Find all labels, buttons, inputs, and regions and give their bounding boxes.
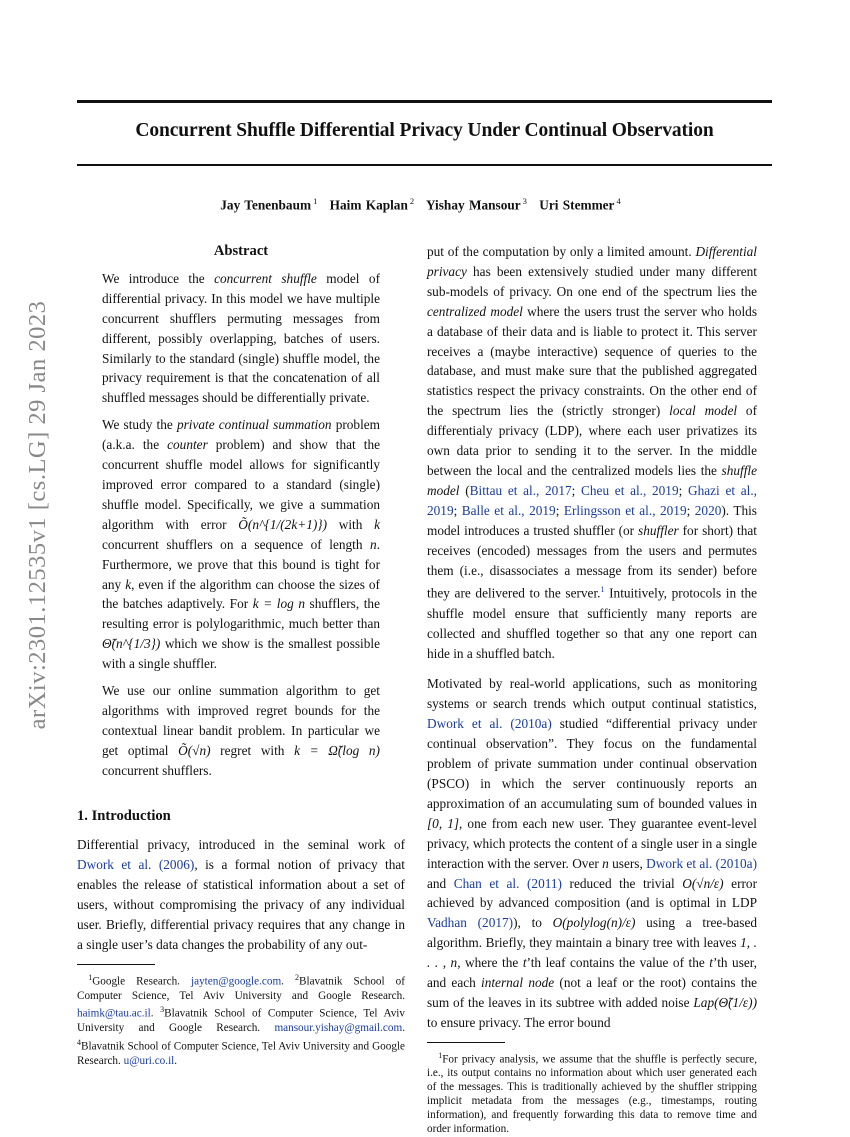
abstract-heading: Abstract <box>213 243 269 259</box>
math-expression: t <box>709 955 713 971</box>
math-expression: Õ(√n) <box>178 742 211 758</box>
body-paragraph <box>427 674 757 1032</box>
text-run: ; <box>555 502 564 518</box>
footnote-mark: 1 <box>438 1050 443 1060</box>
author-name: Uri Stemmer <box>539 197 615 213</box>
email-link[interactable]: mansour.yishay@gmail.com <box>274 1022 403 1035</box>
email-link[interactable]: u@uri.co.il <box>123 1054 175 1067</box>
citation-link[interactable]: Cheu et al., 2019 <box>581 482 679 498</box>
text-run: Intuitively, protocols in the shuffle model ensure that sufficiently many reports are collected and shuffled together so that any one report can hide in a shuffled batch. <box>427 585 757 661</box>
arxiv-stamp <box>23 265 53 765</box>
text-run: ; <box>571 482 582 498</box>
text-run: users, <box>608 855 647 871</box>
text-run: Motivated by real-world applications, such as monitoring systems or search trends which output continual statistics, <box>427 676 757 712</box>
citation-link[interactable]: Erlingsson et al., 2019 <box>563 502 687 518</box>
text-run: For privacy analysis, we assume that the shuffle is perfectly secure, i.e., its output contains no information about which user generated each of the messages. This is traditionally achieved by the shuffler stripping implicit metadata from the messages (e.g., timestamps, routing information), and frequently forwarding this data to remove time and order information. <box>427 1053 757 1136</box>
text-run: We study the <box>102 417 177 433</box>
text-run: reduced the trivial <box>561 875 683 891</box>
citation-link[interactable]: Ghazi et al., 2019 <box>427 482 757 518</box>
text-run: , is a formal notion of privacy that enables the release of statistical information about a set of users, without compromising the privacy of any individual user. Briefly, differential privacy requires that any change in a single user’s data changes the probability of any out- <box>77 857 405 952</box>
text-run: concurrent shufflers on a sequence of length <box>102 536 371 552</box>
text-run: error achieved by advanced composition (and is optimal in LDP <box>427 875 757 911</box>
section-heading: 1. Introduction <box>77 807 171 824</box>
author-mark: 4 <box>616 196 621 206</box>
text-run: problem (a.k.a. the <box>102 417 381 453</box>
footnote-text <box>77 971 405 1069</box>
citation-link[interactable]: Balle et al., 2019 <box>461 502 556 518</box>
math-expression: k <box>125 576 132 592</box>
text-run: ; <box>678 482 688 498</box>
math-expression: k = Ω̃(log n) <box>294 742 380 758</box>
citation-link[interactable]: Chan et al. (2011) <box>453 875 562 891</box>
emphasis: centralized model <box>427 303 523 319</box>
text-run: Blavatnik School of Computer Science, Tel Aviv University and Google Research. <box>77 1008 406 1035</box>
text-run: ), to <box>513 915 553 931</box>
title-bottom-rule <box>77 164 772 166</box>
right-column <box>427 242 757 1137</box>
abstract-paragraph <box>102 269 380 408</box>
text-run: ; <box>686 502 695 518</box>
author-mark: 1 <box>313 196 318 206</box>
title-top-rule <box>77 100 772 103</box>
abstract-body <box>77 269 405 781</box>
text-run: with <box>327 516 375 532</box>
math-expression: Θ̃(n^{1/3}) <box>102 636 161 652</box>
text-run: problem) and show that the concurrent shuffle model allows for significantly improved error compared to a standard (single) shuffle model. Specifically, we give a summation algorithm with error <box>102 437 380 532</box>
math-expression: 1, . . . , n <box>427 935 757 971</box>
text-run: of differentialy privacy (LDP), where each user privatizes its own data prior to sending it to the server. In the middle between the local and the centralized models lies the <box>427 403 758 478</box>
text-run: ). This model introduces a trusted shuffler (or <box>427 502 757 538</box>
emphasis: internal node <box>481 975 555 991</box>
emphasis: shuffle model <box>427 462 757 498</box>
intro-paragraph <box>77 835 405 954</box>
text-run: . <box>281 975 296 988</box>
text-run: Blavatnik School of Computer Science, Tel Aviv University and Google Research. <box>77 1040 405 1067</box>
text-run: ’th leaf contains the value of the <box>526 955 710 971</box>
footnote-rule <box>427 1042 505 1043</box>
text-run: We use our online summation algorithm to get algorithms with improved regret bounds for the contextual linear bandit problem. In particular we get optimal <box>102 683 380 758</box>
abstract-paragraph <box>102 681 380 781</box>
math-expression: n <box>370 536 377 552</box>
author-mark: 3 <box>522 196 527 206</box>
text-run: Differential privacy, introduced in the seminal work of <box>77 837 405 853</box>
math-expression: t <box>522 955 527 971</box>
affiliation-footnotes <box>77 971 405 1069</box>
footnote-text <box>427 1049 757 1137</box>
text-run: . <box>150 1008 161 1021</box>
text-run: , one from each new user. They guarantee event-level privacy, which protects the content of a single user in a single interaction with the server. Over <box>427 815 757 871</box>
author-name: Haim Kaplan <box>329 197 408 213</box>
text-run: put of the computation by only a limited amount. <box>427 244 696 259</box>
arxiv-identifier: arXiv:2301.12535v1 [cs.LG] 29 Jan 2023 <box>24 300 51 730</box>
footnote-mark: 2 <box>295 972 300 982</box>
text-run: Google Research. <box>92 975 192 988</box>
math-expression: O(√n/ε) <box>682 875 724 891</box>
math-expression: k = log n <box>252 596 305 612</box>
text-run: , even if the algorithm can choose the sizes of the batches adaptively. For <box>102 576 380 612</box>
text-run: concurrent shufflers. <box>102 762 212 778</box>
text-run: ( <box>459 482 470 498</box>
emphasis: private continual summation <box>176 417 332 433</box>
text-run: using a tree-based algorithm. Briefly, they maintain a binary tree with leaves <box>427 915 757 951</box>
abstract-paragraph <box>102 415 380 674</box>
email-link[interactable]: jayten@google.com <box>191 975 282 988</box>
emphasis: concurrent shuffle <box>214 270 317 286</box>
author-list <box>77 196 772 213</box>
text-run: ’th user, and each <box>427 955 757 991</box>
footnote-rule <box>77 964 155 965</box>
text-run: . Furthermore, we prove that this bound is tight for any <box>102 536 380 592</box>
text-run: Blavatnik School of Computer Science, Tel Aviv University and Google Research. <box>77 975 405 1002</box>
footnote-mark: 1 <box>88 972 93 982</box>
text-run: . <box>174 1054 178 1067</box>
text-run: We introduce the <box>102 270 215 286</box>
privacy-footnote <box>427 1049 757 1137</box>
emphasis: Differential privacy <box>427 244 757 279</box>
citation-link[interactable]: Dwork et al. (2010a) <box>646 855 757 871</box>
text-run: and <box>427 875 454 891</box>
text-run: where the users trust the server who holds a database of their data and is liable to protect it. This server receives a (maybe interactive) sequence of queries to the database, and must make sure that the published aggregated statistics respect the privacy constraints. On the other end of the spectrum lies the (strictly stronger) <box>427 303 758 419</box>
text-run: shufflers, the resulting error is polylogarithmic, much better than <box>102 596 380 632</box>
emphasis: counter <box>167 437 208 453</box>
text-run: , where the <box>457 955 523 971</box>
text-run: regret with <box>210 742 295 758</box>
footnote-mark: 4 <box>77 1038 81 1047</box>
emphasis: local model <box>669 403 738 419</box>
citation-link[interactable]: Vadhan (2017) <box>427 915 514 931</box>
email-link[interactable]: haimk@tau.ac.il <box>77 1008 151 1021</box>
math-expression: O(polylog(n)/ε) <box>552 915 636 931</box>
text-run: to ensure privacy. The error bound <box>427 1014 611 1030</box>
text-run: model of differential privacy. In this model we have multiple concurrent shufflers permuting messages from different, possibly overlapping, batches of users. Similarly to the standard (single) shuffle model, the privacy requirement is that the concatenation of all shuffled messages should be differentially private. <box>102 270 380 406</box>
body-paragraph <box>427 242 757 663</box>
citation-link[interactable]: Bittau et al., 2017 <box>469 482 572 498</box>
author-name: Jay Tenenbaum <box>220 197 312 213</box>
paper-title: Concurrent Shuffle Differential Privacy Under Continual Observation <box>135 120 714 141</box>
math-expression: Lap(Θ̃(1/ε)) <box>693 994 757 1010</box>
citation-link[interactable]: Dwork et al. (2010a) <box>427 716 552 732</box>
math-expression: Õ(n^{1/(2k+1)}) <box>238 516 328 532</box>
math-expression: [0, 1] <box>427 815 460 831</box>
text-run: studied “differential privacy under continual observation”. They focus on the fundamental problem of private summation under continual observation (PSCO) in which the server continuously reports an approximation of an accumulating sum of bounded values in <box>427 716 757 811</box>
citation-link[interactable]: 2020 <box>694 502 722 518</box>
text-run: for short) that receives (encoded) messages from the users and permutes them (i.e., disassociates a message from its sender) before they are delivered to the server. <box>427 522 757 601</box>
text-run: has been extensively studied under many different sub-models of privacy. On one end of the spectrum lies the <box>427 263 757 299</box>
author-name: Yishay Mansour <box>425 197 521 213</box>
text-run: . <box>402 1022 405 1035</box>
text-run: which we show is the smallest possible with a single shuffler. <box>102 636 380 672</box>
footnote-mark: 3 <box>160 1005 165 1015</box>
citation-link[interactable]: Dwork et al. (2006) <box>77 857 195 873</box>
text-run: ; <box>453 502 462 518</box>
left-column <box>77 242 405 1069</box>
text-run: (not a leaf or the root) contains the sum of the leaves in its subtree with added noise <box>427 975 757 1010</box>
author-mark: 2 <box>409 196 415 206</box>
emphasis: shuffler <box>638 522 679 538</box>
math-expression: k <box>374 516 380 532</box>
math-expression: n <box>602 855 609 871</box>
footnote-link[interactable]: 1 <box>600 585 605 595</box>
